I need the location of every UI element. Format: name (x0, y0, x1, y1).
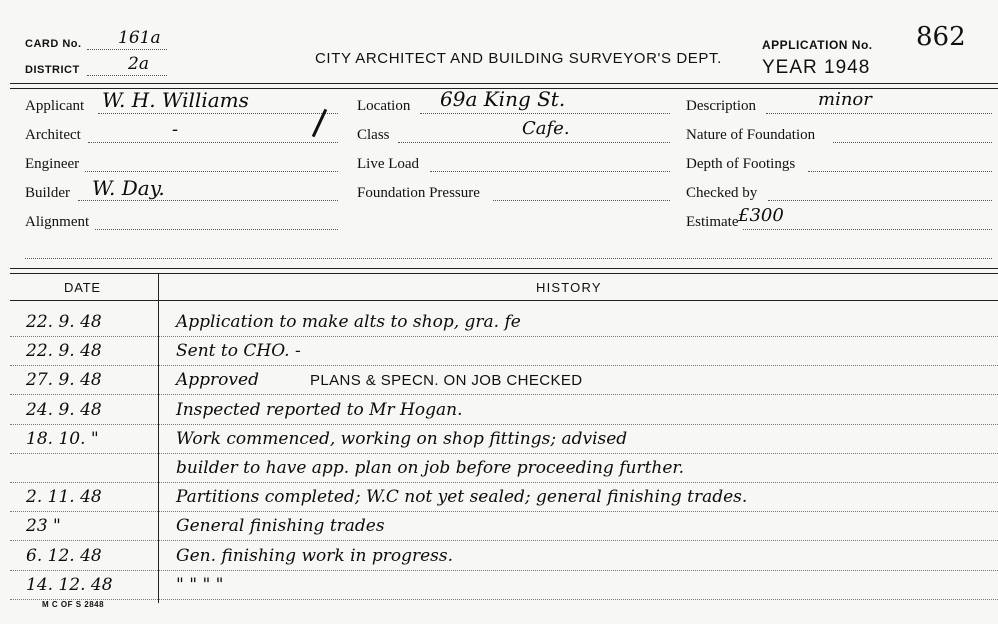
history-row-line (10, 599, 998, 600)
district-label: DISTRICT (25, 64, 80, 76)
date-header: DATE (64, 280, 101, 295)
history-column-divider (158, 273, 159, 603)
builder-value: W. Day. (92, 176, 165, 200)
history-date: 6. 12. 48 (26, 546, 102, 566)
class-value: Cafe. (522, 118, 570, 139)
history-entry: Partitions completed; W.C not yet sealed; general finishing trades. (176, 487, 748, 507)
checked-line (768, 200, 992, 201)
builder-label: Builder (25, 185, 70, 201)
estimate-label: Estimate (686, 214, 739, 230)
department-title: CITY ARCHITECT AND BUILDING SURVEYOR'S DEPT. (315, 50, 722, 67)
depth-label: Depth of Footings (686, 156, 796, 172)
estimate-line (743, 229, 992, 230)
live-load-line (430, 171, 670, 172)
live-load-label: Live Load (357, 156, 420, 172)
class-label: Class (357, 127, 390, 143)
history-entry: Gen. finishing work in progress. (176, 546, 454, 566)
history-entry: " " " " (176, 575, 224, 595)
history-entry: Approved (176, 370, 259, 390)
history-date: 18. 10. " (26, 429, 99, 449)
depth-line (808, 171, 992, 172)
history-stamp: PLANS & SPECN. ON JOB CHECKED (310, 372, 583, 389)
history-date: 24. 9. 48 (26, 400, 102, 420)
application-number: 862 (916, 22, 966, 52)
history-entry: General finishing trades (176, 516, 385, 536)
history-entry: Work commenced, working on shop fittings; advised (176, 429, 628, 449)
history-entry: Inspected reported to Mr Hogan. (176, 400, 463, 420)
description-label: Description (686, 98, 756, 114)
history-date: 22. 9. 48 (26, 341, 102, 361)
card-no-label: CARD No. (25, 38, 82, 50)
district-value: 2a (128, 54, 149, 74)
history-row-line (10, 394, 998, 395)
history-header: HISTORY (536, 280, 602, 295)
history-entry: builder to have app. plan on job before proceeding further. (176, 458, 685, 478)
year-label: YEAR 1948 (762, 57, 871, 78)
history-row-line (10, 482, 998, 483)
architect-line (88, 142, 338, 143)
foundation-pressure-line (493, 200, 670, 201)
history-rule-top (10, 268, 998, 269)
class-line (398, 142, 670, 143)
history-row-line (10, 540, 998, 541)
history-entry: Sent to CHO. - (176, 341, 301, 361)
nature-line (833, 142, 992, 143)
engineer-label: Engineer (25, 156, 80, 172)
history-date: 14. 12. 48 (26, 575, 113, 595)
header-rule-1 (10, 83, 998, 84)
estimate-value: £300 (738, 205, 784, 226)
history-row-line (10, 511, 998, 512)
builder-line (78, 200, 338, 201)
architect-label: Architect (25, 127, 81, 143)
foundation-pressure-label: Foundation Pressure (357, 185, 480, 201)
history-row-line (10, 365, 998, 366)
history-row-line (10, 570, 998, 571)
location-line (420, 113, 670, 114)
history-row-line (10, 453, 998, 454)
history-row-line (10, 424, 998, 425)
history-row-line (10, 336, 998, 337)
alignment-label: Alignment (25, 214, 90, 230)
card-no-value: 161a (118, 28, 161, 48)
location-label: Location (357, 98, 411, 114)
checked-label: Checked by (686, 185, 758, 201)
location-value: 69a King St. (440, 87, 566, 111)
nature-label: Nature of Foundation (686, 127, 816, 143)
history-date: 23 " (26, 516, 61, 536)
form-code: M C OF S 2848 (42, 600, 105, 609)
description-line (766, 113, 992, 114)
application-label: APPLICATION No. (762, 38, 873, 52)
district-line (87, 75, 167, 76)
blank-line (25, 258, 992, 259)
alignment-line (95, 229, 338, 230)
applicant-label: Applicant (25, 98, 85, 114)
applicant-line (98, 113, 338, 114)
card-no-line (87, 49, 167, 50)
engineer-line (85, 171, 338, 172)
history-entry: Application to make alts to shop, gra. fe (176, 312, 521, 332)
history-date: 27. 9. 48 (26, 370, 102, 390)
description-value: minor (818, 89, 872, 110)
history-date: 22. 9. 48 (26, 312, 102, 332)
applicant-value: W. H. Williams (102, 88, 249, 112)
history-date: 2. 11. 48 (26, 487, 102, 507)
architect-value: - (172, 119, 179, 140)
